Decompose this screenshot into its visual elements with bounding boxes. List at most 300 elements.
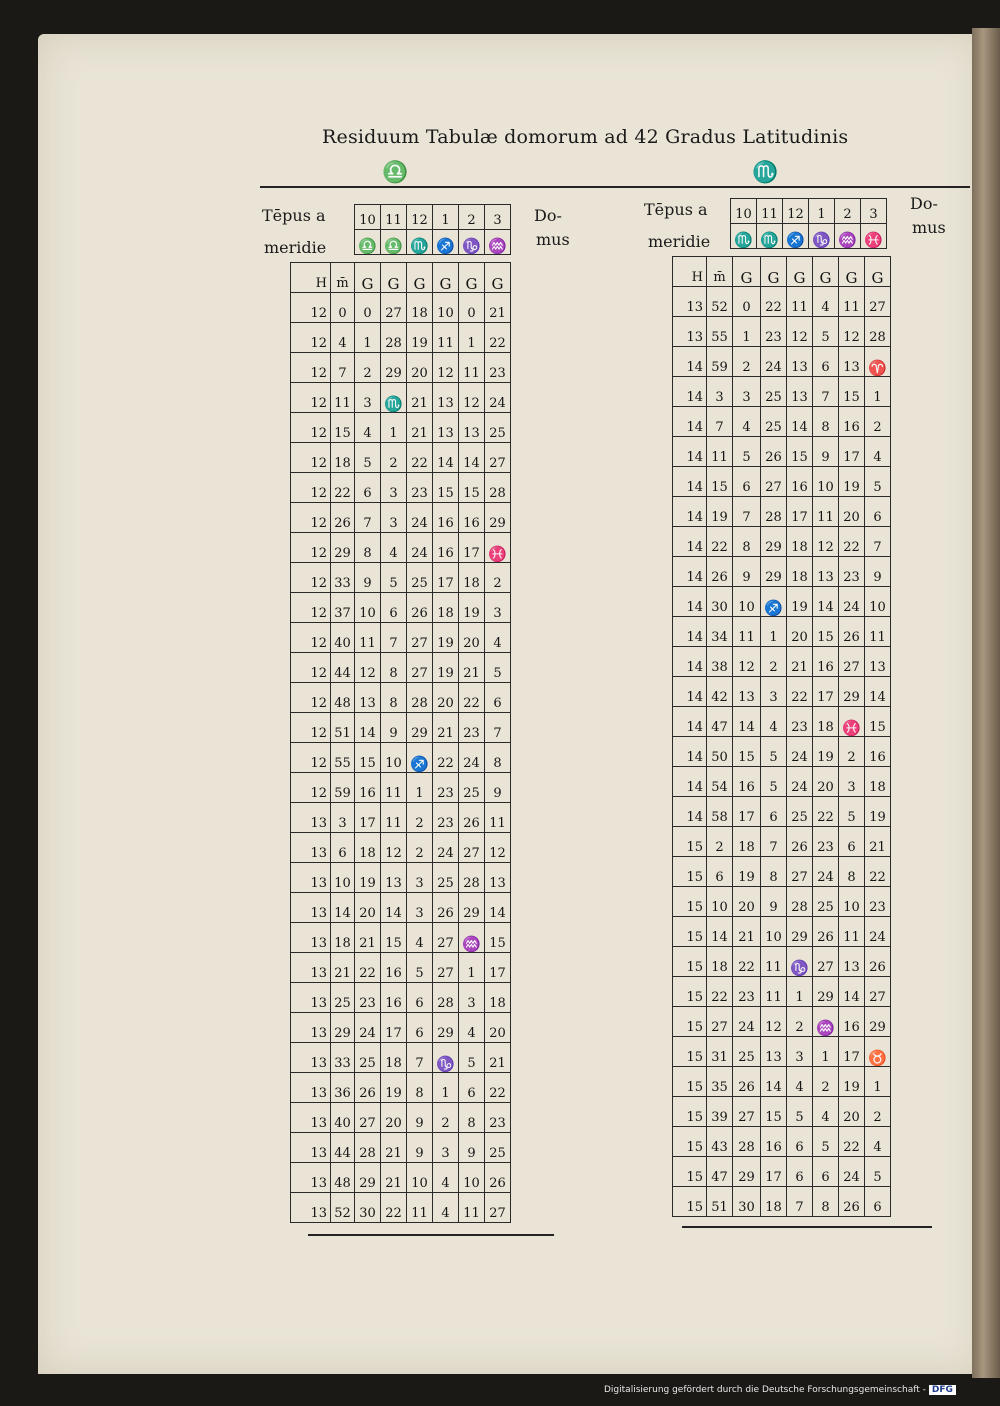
right-cell: 47 (707, 707, 733, 737)
right-cell: 10 (733, 587, 761, 617)
left-cell: 4 (331, 323, 355, 353)
right-cell: 14 (733, 707, 761, 737)
left-cell: 8 (355, 533, 381, 563)
left-bottom-rule (308, 1234, 554, 1236)
right-cell: 34 (707, 617, 733, 647)
right-cell: 10 (839, 887, 865, 917)
left-cell: 29 (331, 1013, 355, 1043)
left-cell: 16 (381, 983, 407, 1013)
footer-credit (604, 1385, 956, 1395)
left-cell: 21 (407, 413, 433, 443)
right-house-number: 1 (809, 199, 835, 224)
left-cell: 19 (381, 1073, 407, 1103)
scorpio-sign: ♏ (752, 160, 779, 184)
left-cell: 33 (331, 1043, 355, 1073)
right-cell: 14 (707, 917, 733, 947)
left-cell: 24 (407, 503, 433, 533)
left-cell: 9 (381, 713, 407, 743)
left-cell: 27 (407, 653, 433, 683)
left-cell: 12 (459, 383, 485, 413)
left-cell: 23 (433, 773, 459, 803)
left-cell: 18 (381, 1043, 407, 1073)
left-cell: 5 (381, 563, 407, 593)
table-row (673, 887, 891, 917)
table-row (673, 947, 891, 977)
left-cell: 20 (459, 623, 485, 653)
left-cell: 7 (381, 623, 407, 653)
left-cell: 33 (331, 563, 355, 593)
left-cell: 44 (331, 653, 355, 683)
left-cell: 10 (355, 593, 381, 623)
table-row (291, 593, 511, 623)
right-house-number: 2 (835, 199, 861, 224)
left-cell: 3 (331, 803, 355, 833)
right-cell: 28 (787, 887, 813, 917)
right-cell: 28 (865, 317, 891, 347)
left-cell: 59 (331, 773, 355, 803)
left-cell: 21 (407, 383, 433, 413)
right-cell: 15 (673, 1187, 707, 1217)
left-cell: 10 (331, 863, 355, 893)
right-cell: 22 (865, 857, 891, 887)
left-cell: 4 (381, 533, 407, 563)
left-cell: 13 (381, 863, 407, 893)
left-cell: 14 (381, 893, 407, 923)
right-cell: 18 (707, 947, 733, 977)
left-cell: 12 (291, 353, 331, 383)
left-cell: 13 (291, 1103, 331, 1133)
left-cell: 25 (459, 773, 485, 803)
right-cell: 39 (707, 1097, 733, 1127)
left-cell: 9 (407, 1103, 433, 1133)
left-cell: 19 (407, 323, 433, 353)
right-cell: 18 (761, 1187, 787, 1217)
right-cell: 27 (733, 1097, 761, 1127)
table-row (673, 737, 891, 767)
left-cell: 3 (355, 383, 381, 413)
left-cell: 12 (291, 473, 331, 503)
right-cell: 13 (761, 1037, 787, 1067)
left-cell: 12 (291, 623, 331, 653)
right-cell: 1 (865, 1067, 891, 1097)
right-cell: 26 (839, 617, 865, 647)
left-cell: 12 (291, 653, 331, 683)
right-cell: 5 (761, 767, 787, 797)
right-degree-header: G (733, 257, 761, 287)
right-cell: 18 (813, 707, 839, 737)
left-degree-header: G (459, 263, 485, 293)
right-table (672, 256, 891, 1217)
table-row (291, 383, 511, 413)
right-cell: 22 (787, 677, 813, 707)
right-tempus-label: Tēpus a (644, 200, 708, 219)
table-row (673, 437, 891, 467)
left-cell: 23 (485, 1103, 511, 1133)
left-cell: 19 (355, 863, 381, 893)
right-cell: 14 (813, 587, 839, 617)
left-cell: 26 (485, 1163, 511, 1193)
left-cell: 7 (331, 353, 355, 383)
left-cell: 15 (355, 743, 381, 773)
left-cell: 40 (331, 623, 355, 653)
left-cell: 23 (355, 983, 381, 1013)
right-cell: 14 (673, 587, 707, 617)
left-cell: ♓ (485, 533, 511, 563)
right-cell: 6 (813, 347, 839, 377)
left-cell: 26 (331, 503, 355, 533)
table-row (673, 557, 891, 587)
right-cell: 15 (673, 947, 707, 977)
table-row (291, 743, 511, 773)
left-cell: 25 (485, 413, 511, 443)
right-cell: 2 (813, 1067, 839, 1097)
left-cell: 6 (407, 983, 433, 1013)
left-cell: 13 (291, 1193, 331, 1223)
left-cell: 24 (459, 743, 485, 773)
left-cell: 24 (355, 1013, 381, 1043)
left-cell: 15 (331, 413, 355, 443)
table-row (673, 977, 891, 1007)
table-row (673, 527, 891, 557)
right-cell: 30 (707, 587, 733, 617)
right-cell: 22 (707, 977, 733, 1007)
right-cell: 7 (733, 497, 761, 527)
right-cell: 31 (707, 1037, 733, 1067)
left-cell: 19 (433, 623, 459, 653)
right-cell: 58 (707, 797, 733, 827)
left-cell: 11 (355, 623, 381, 653)
left-cell: 13 (433, 383, 459, 413)
right-cell: 8 (813, 407, 839, 437)
left-cell: 11 (381, 773, 407, 803)
table-row (291, 893, 511, 923)
left-cell: 14 (331, 893, 355, 923)
left-cell: 55 (331, 743, 355, 773)
right-bottom-rule (682, 1226, 932, 1228)
left-cell: 27 (485, 443, 511, 473)
right-cell: 3 (787, 1037, 813, 1067)
right-cell: 27 (839, 647, 865, 677)
left-cell: 13 (291, 1133, 331, 1163)
right-cell: 26 (761, 437, 787, 467)
right-cell: 15 (733, 737, 761, 767)
left-cell: 13 (291, 1163, 331, 1193)
left-cell: 8 (407, 1073, 433, 1103)
left-cell: 2 (407, 803, 433, 833)
right-cell: 15 (673, 1067, 707, 1097)
right-cell: 27 (865, 977, 891, 1007)
right-cell: 6 (787, 1157, 813, 1187)
left-cell: 13 (291, 983, 331, 1013)
right-cell: ♈ (865, 347, 891, 377)
right-cell: 1 (813, 1037, 839, 1067)
right-cell: 15 (673, 857, 707, 887)
left-cell: 12 (485, 833, 511, 863)
left-cell: 12 (291, 593, 331, 623)
right-hour-header: H (673, 257, 707, 287)
right-cell: 15 (839, 377, 865, 407)
left-cell: 17 (485, 953, 511, 983)
right-cell: 16 (761, 1127, 787, 1157)
right-cell: 11 (865, 617, 891, 647)
right-cell: 1 (733, 317, 761, 347)
left-cell: 26 (355, 1073, 381, 1103)
left-cell: 27 (485, 1193, 511, 1223)
right-cell: 15 (673, 1037, 707, 1067)
left-cell: ♑ (433, 1043, 459, 1073)
left-cell: 4 (355, 413, 381, 443)
right-cell: 7 (865, 527, 891, 557)
left-cell: 7 (485, 713, 511, 743)
left-cell: 1 (381, 413, 407, 443)
right-cell: 14 (673, 497, 707, 527)
left-cell: 3 (407, 863, 433, 893)
left-cell: 26 (459, 803, 485, 833)
right-cell: 14 (673, 467, 707, 497)
left-degree-header: G (433, 263, 459, 293)
right-cell: 7 (787, 1187, 813, 1217)
right-cell: 14 (865, 677, 891, 707)
table-row (291, 533, 511, 563)
right-cell: 17 (787, 497, 813, 527)
table-row (673, 467, 891, 497)
left-cell: 3 (381, 473, 407, 503)
right-cell: 2 (865, 1097, 891, 1127)
right-cell: 28 (733, 1127, 761, 1157)
left-cell: 12 (291, 443, 331, 473)
left-cell: 26 (407, 593, 433, 623)
left-cell: 18 (485, 983, 511, 1013)
left-cell: 23 (459, 713, 485, 743)
left-meridie-label: meridie (264, 238, 327, 257)
left-cell: 9 (407, 1133, 433, 1163)
left-cell: 22 (355, 953, 381, 983)
right-cell: 26 (787, 827, 813, 857)
right-cell: 8 (839, 857, 865, 887)
right-cell: 19 (787, 587, 813, 617)
table-row (291, 1013, 511, 1043)
right-cell: 1 (787, 977, 813, 1007)
right-cell: 2 (733, 347, 761, 377)
left-cell: 12 (291, 323, 331, 353)
left-minute-header: m̄ (331, 263, 355, 293)
left-cell: 11 (331, 383, 355, 413)
left-cell: 22 (381, 1193, 407, 1223)
table-row (673, 1067, 891, 1097)
left-cell: 28 (381, 323, 407, 353)
left-cell: 7 (355, 503, 381, 533)
table-row (291, 1163, 511, 1193)
right-cell: 3 (733, 377, 761, 407)
right-cell: 23 (733, 977, 761, 1007)
table-row (291, 953, 511, 983)
left-cell: 1 (355, 323, 381, 353)
left-degree-header: G (485, 263, 511, 293)
left-cell: 13 (459, 413, 485, 443)
table-row (291, 1103, 511, 1133)
right-cell: 11 (761, 947, 787, 977)
right-cell: 6 (813, 1157, 839, 1187)
dfg-logo: DFG (929, 1385, 956, 1395)
right-cell: 14 (673, 677, 707, 707)
right-cell: 14 (673, 797, 707, 827)
left-cell: 10 (433, 293, 459, 323)
left-cell: 28 (407, 683, 433, 713)
left-cell: 12 (291, 293, 331, 323)
right-cell: ♉ (865, 1037, 891, 1067)
right-cell: 35 (707, 1067, 733, 1097)
left-cell: 8 (485, 743, 511, 773)
table-row (673, 917, 891, 947)
left-cell: 25 (433, 863, 459, 893)
left-house-sign: ♑ (459, 230, 485, 255)
right-cell: 6 (733, 467, 761, 497)
left-cell: 29 (355, 1163, 381, 1193)
right-cell: 15 (813, 617, 839, 647)
right-cell: 47 (707, 1157, 733, 1187)
right-house-sign: ♏ (731, 224, 757, 249)
left-cell: 27 (459, 833, 485, 863)
right-cell: 29 (787, 917, 813, 947)
right-meridie-label: meridie (648, 232, 711, 251)
right-cell: 22 (707, 527, 733, 557)
left-cell: 3 (381, 503, 407, 533)
left-cell: 44 (331, 1133, 355, 1163)
left-house-number: 11 (381, 205, 407, 230)
right-cell: 26 (839, 1187, 865, 1217)
right-cell: 11 (839, 287, 865, 317)
left-cell: 6 (407, 1013, 433, 1043)
left-cell: 6 (355, 473, 381, 503)
left-cell: 0 (355, 293, 381, 323)
right-cell: 4 (865, 437, 891, 467)
left-cell: 21 (459, 653, 485, 683)
table-row (673, 377, 891, 407)
right-cell: 9 (813, 437, 839, 467)
left-house-sign: ♐ (433, 230, 459, 255)
right-cell: 15 (673, 1007, 707, 1037)
right-cell: 22 (733, 947, 761, 977)
right-cell: 24 (839, 587, 865, 617)
left-cell: 13 (291, 1073, 331, 1103)
right-cell: ♒ (813, 1007, 839, 1037)
right-cell: 12 (787, 317, 813, 347)
left-cell: 1 (407, 773, 433, 803)
left-cell: 25 (407, 563, 433, 593)
table-row (673, 317, 891, 347)
left-cell: 21 (381, 1133, 407, 1163)
right-cell: 9 (733, 557, 761, 587)
left-cell: 18 (331, 443, 355, 473)
right-cell: 13 (787, 377, 813, 407)
right-cell: 24 (865, 917, 891, 947)
left-cell: 17 (433, 563, 459, 593)
table-row (291, 1133, 511, 1163)
table-row (673, 407, 891, 437)
right-cell: 42 (707, 677, 733, 707)
right-cell: 25 (787, 797, 813, 827)
left-cell: 13 (433, 413, 459, 443)
right-cell: 3 (761, 677, 787, 707)
right-cell: 14 (673, 707, 707, 737)
left-cell: 13 (291, 893, 331, 923)
left-cell: 18 (331, 923, 355, 953)
left-cell: 28 (485, 473, 511, 503)
table-row (673, 677, 891, 707)
right-cell: 12 (813, 527, 839, 557)
right-cell: 24 (787, 767, 813, 797)
left-cell: 11 (433, 323, 459, 353)
left-cell: 2 (485, 563, 511, 593)
left-cell: 13 (291, 1013, 331, 1043)
left-cell: 16 (459, 503, 485, 533)
left-cell: 29 (433, 1013, 459, 1043)
right-house-sign: ♑ (809, 224, 835, 249)
left-cell: 5 (407, 953, 433, 983)
table-row (673, 1187, 891, 1217)
table-row (291, 713, 511, 743)
right-cell: 4 (865, 1127, 891, 1157)
right-cell: 4 (733, 407, 761, 437)
table-row (291, 473, 511, 503)
right-cell: 15 (673, 977, 707, 1007)
table-row (291, 563, 511, 593)
left-cell: 5 (355, 443, 381, 473)
left-cell: 14 (459, 443, 485, 473)
right-cell: 13 (839, 947, 865, 977)
right-cell: 5 (839, 797, 865, 827)
right-cell: 18 (865, 767, 891, 797)
left-domus-label-1: Do- (534, 206, 562, 225)
left-cell: ♒ (459, 923, 485, 953)
right-house-number: 12 (783, 199, 809, 224)
left-cell: 40 (331, 1103, 355, 1133)
table-row (291, 773, 511, 803)
right-cell: 4 (761, 707, 787, 737)
right-cell: 20 (839, 497, 865, 527)
left-cell: 6 (459, 1073, 485, 1103)
left-cell: 29 (331, 533, 355, 563)
right-cell: 14 (673, 647, 707, 677)
right-cell: 14 (673, 437, 707, 467)
left-cell: 12 (381, 833, 407, 863)
right-cell: ♓ (839, 707, 865, 737)
right-header-table (730, 198, 887, 249)
left-tempus-label: Tēpus a (262, 206, 326, 225)
left-house-number: 12 (407, 205, 433, 230)
left-cell: 27 (407, 623, 433, 653)
right-house-number: 11 (757, 199, 783, 224)
left-cell: 37 (331, 593, 355, 623)
left-cell: 12 (291, 563, 331, 593)
right-cell: 2 (787, 1007, 813, 1037)
right-cell: 14 (673, 347, 707, 377)
right-cell: 17 (761, 1157, 787, 1187)
right-cell: 17 (813, 677, 839, 707)
right-house-sign: ♏ (757, 224, 783, 249)
left-cell: 12 (291, 383, 331, 413)
left-cell: 13 (291, 1043, 331, 1073)
right-cell: 30 (733, 1187, 761, 1217)
right-cell: 3 (839, 767, 865, 797)
right-cell: 15 (673, 1097, 707, 1127)
left-house-number: 2 (459, 205, 485, 230)
left-cell: 22 (485, 1073, 511, 1103)
right-cell: 29 (839, 677, 865, 707)
left-cell: 14 (355, 713, 381, 743)
table-row (291, 623, 511, 653)
left-cell: 13 (291, 803, 331, 833)
